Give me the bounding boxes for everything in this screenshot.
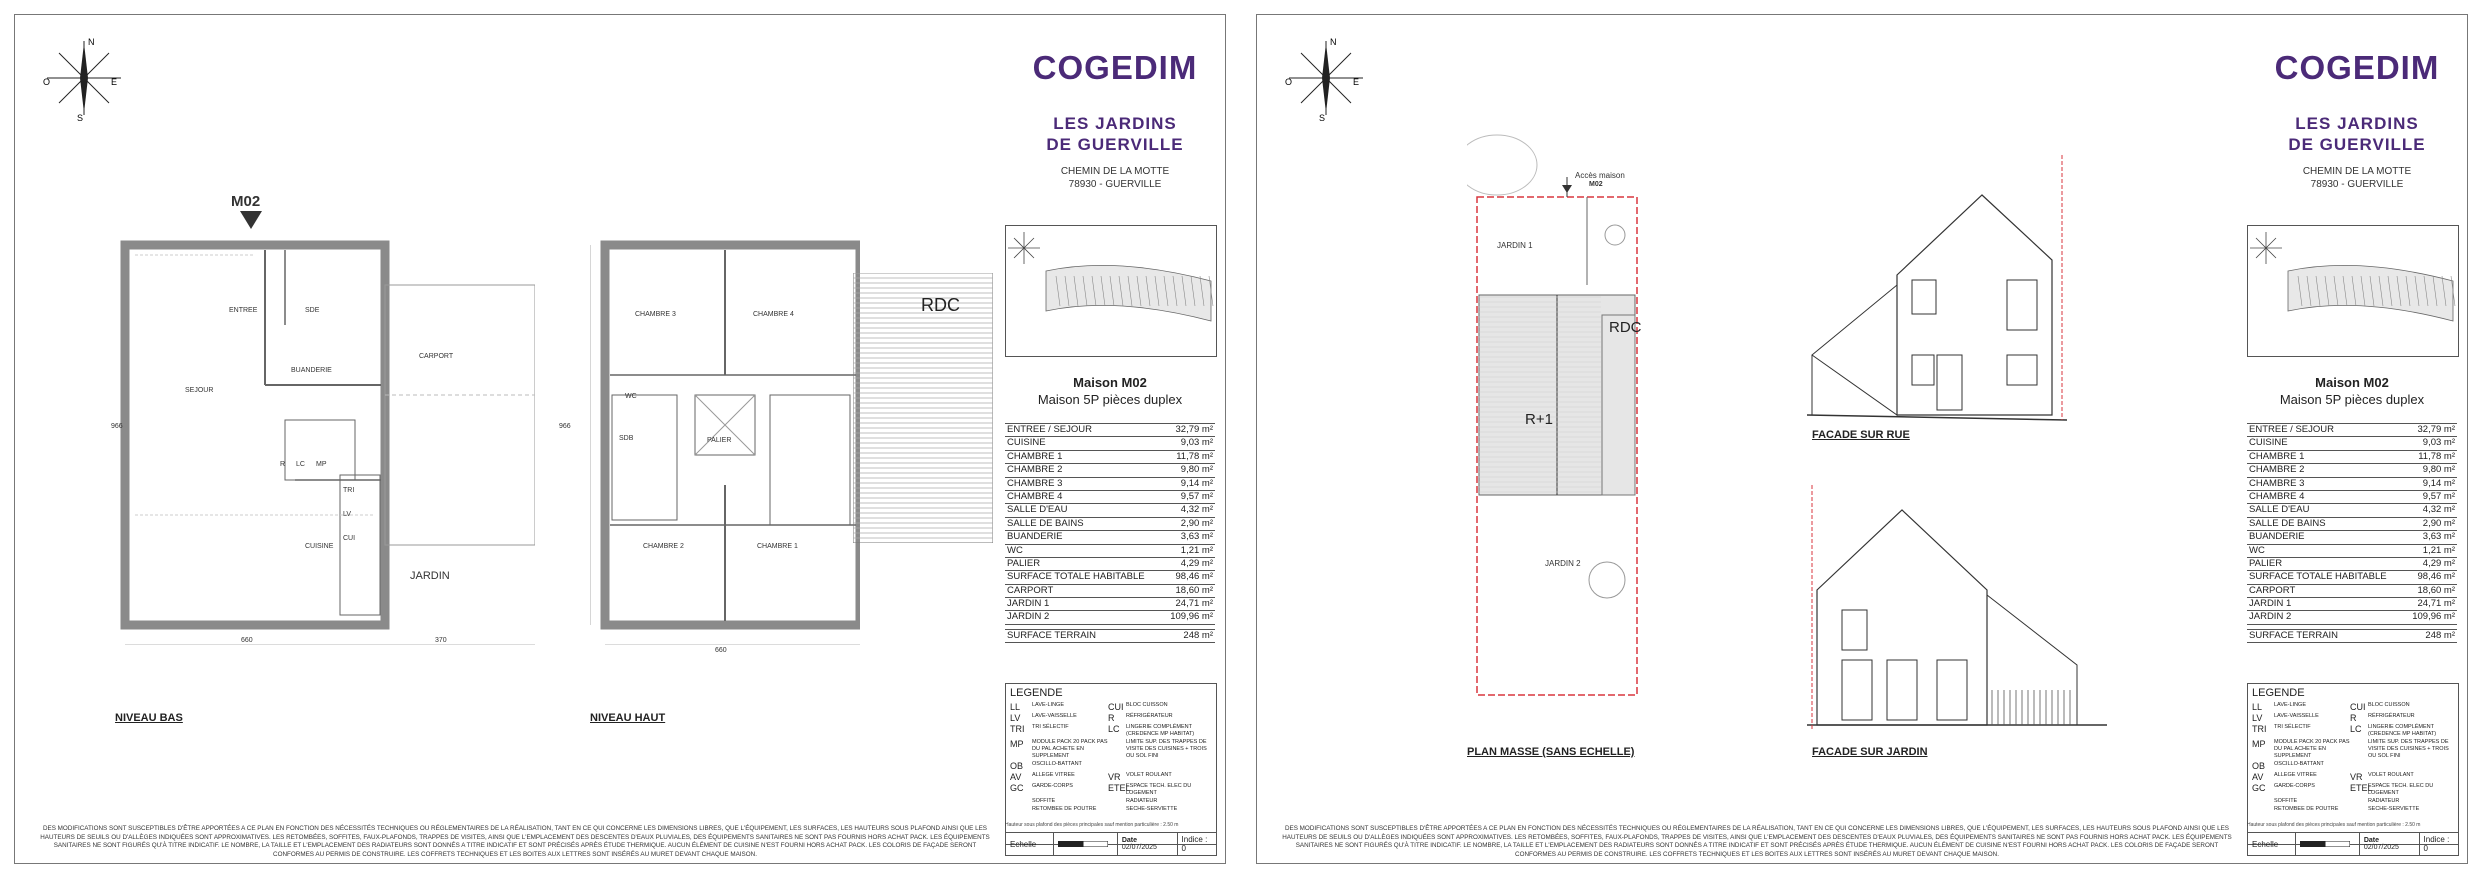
- area-label: SALLE D'EAU: [2249, 504, 2310, 516]
- area-row: [1005, 423, 1215, 437]
- area-value: 9,57 m²: [2422, 490, 2455, 502]
- legend-code: [1010, 806, 1032, 813]
- legend-code: TRI: [1010, 724, 1025, 734]
- room-entree: ENTREE: [229, 307, 258, 314]
- legend-code2: ETEL: [1108, 783, 1131, 793]
- room-ch2: CHAMBRE 2: [643, 543, 684, 550]
- brand-logo: COGEDIM: [2274, 49, 2440, 86]
- room-sdb: SDB: [619, 435, 634, 442]
- legend-desc2: ESPACE TECH. ELEC DU LOGEMENT: [1126, 783, 1192, 796]
- legend-desc: ALLEGE VITREE: [2274, 772, 2317, 778]
- svg-text:O: O: [1285, 77, 1293, 87]
- area-value: 2,90 m²: [1180, 517, 1213, 529]
- area-value: 9,80 m²: [1180, 464, 1213, 476]
- sheet-masse-facades: [1256, 14, 2468, 864]
- area-label: ENTREE / SEJOUR: [1007, 424, 1092, 435]
- project-name: LES JARDINS DE GUERVILLE: [2288, 114, 2426, 154]
- legend-desc2: SECHE-SERVIETTE: [1126, 806, 1178, 812]
- area-value: 18,60 m²: [1175, 584, 1213, 596]
- legend-code2: [2350, 761, 2368, 771]
- room-mp: MP: [316, 461, 327, 468]
- legend-desc: TRI SÉLECTIF: [1032, 724, 1069, 730]
- area-label: JARDIN 1: [2249, 598, 2292, 610]
- legend-desc2: LINGERIE COMPLÉMENT (CREDENCE MP HABITAT): [2368, 724, 2437, 737]
- legend-desc: GARDE-CORPS: [1032, 783, 1073, 789]
- area-label: BUANDERIE: [1007, 531, 1063, 543]
- area-value: 11,78 m²: [2418, 450, 2455, 462]
- svg-text:N: N: [1330, 37, 1337, 47]
- ceiling-height-note: Hauteur sous plafond des pièces principales sauf mention particulière : 2.50 m: [1005, 822, 1179, 828]
- facade-garden: [1807, 485, 2107, 735]
- area-row: [1005, 598, 1215, 611]
- legend-code: GC: [1010, 783, 1024, 793]
- legend-code2: R: [2350, 713, 2357, 723]
- room-cui: CUI: [343, 535, 356, 542]
- area-row: [2247, 518, 2457, 531]
- caption-plan-masse: PLAN MASSE (SANS ECHELLE): [1467, 746, 1635, 758]
- brand-logo: COGEDIM: [1032, 49, 1198, 86]
- area-label: CARPORT: [1007, 584, 1054, 596]
- legend-desc: MODULE PACK 20 PACK PAS DU PAL ACHETE EN SUPPLEMENT: [1032, 739, 1108, 759]
- legend-code: [2252, 798, 2274, 805]
- area-row: [2247, 478, 2457, 491]
- legend-desc2: BLOC CUISSON: [1126, 702, 1168, 708]
- site-minimap: [1005, 225, 1217, 357]
- room-carport: CARPORT: [419, 353, 454, 360]
- area-label: SALLE DE BAINS: [1007, 517, 1084, 529]
- area-value: 9,14 m²: [1180, 477, 1213, 489]
- legend-desc2: [1126, 761, 1212, 771]
- room-r: R: [280, 461, 286, 468]
- area-value: 9,14 m²: [2422, 477, 2455, 489]
- area-value: 24,71 m²: [1175, 598, 1213, 610]
- legend-desc: SOFFITE: [2274, 798, 2298, 804]
- area-value: 9,03 m²: [2422, 437, 2455, 449]
- lot-label: M02: [231, 193, 261, 210]
- area-row: [2247, 598, 2457, 611]
- area-label: CHAMBRE 1: [1007, 450, 1063, 462]
- dim-width-ground: 660: [241, 637, 253, 644]
- legend-desc: LAVE-LINGE: [1032, 702, 1064, 708]
- legend-code2: [1108, 798, 1126, 805]
- legend-code2: LC: [2350, 724, 2362, 734]
- svg-text:O: O: [43, 77, 51, 87]
- svg-text:S: S: [1319, 113, 1326, 123]
- room-buanderie: BUANDERIE: [291, 367, 332, 374]
- area-value: 248 m²: [1183, 629, 1213, 641]
- legend-desc2: RADIATEUR: [1126, 798, 1158, 804]
- area-row: [2247, 531, 2457, 544]
- area-value: 9,80 m²: [2422, 464, 2455, 476]
- sheet-plans: [14, 14, 1226, 864]
- legend-desc2: LIMITE SUP. DES TRAPPES DE VISITE DES CUISINES + TROIS OU SOL FINI: [2368, 739, 2449, 759]
- area-value: 4,29 m²: [2422, 557, 2455, 569]
- room-tri: TRI: [343, 487, 355, 494]
- legend-desc2: LIMITE SUP. DES TRAPPES DE VISITE DES CUISINES + TROIS OU SOL FINI: [1126, 739, 1207, 759]
- area-row: [1005, 531, 1215, 544]
- legend-code2: VR: [2350, 772, 2363, 782]
- area-row: [2247, 464, 2457, 477]
- area-row: [1005, 437, 1215, 450]
- floor-plan-ground: [105, 225, 535, 645]
- area-row: [1005, 571, 1215, 584]
- legend-code: [2252, 806, 2274, 813]
- area-label: WC: [2249, 544, 2265, 556]
- legend-code: TRI: [2252, 724, 2267, 734]
- svg-text:S: S: [77, 113, 84, 123]
- project-address: CHEMIN DE LA MOTTE 78930 - GUERVILLE: [1060, 166, 1170, 190]
- area-row: [2247, 571, 2457, 584]
- legend-desc: RETOMBEE DE POUTRE: [1032, 806, 1097, 812]
- room-palier: PALIER: [707, 437, 732, 444]
- legend-code: LV: [2252, 713, 2263, 723]
- room-cuisine: CUISINE: [305, 543, 334, 550]
- legend-desc: MODULE PACK 20 PACK PAS DU PAL ACHETE EN SUPPLEMENT: [2274, 739, 2350, 759]
- room-lc: LC: [296, 461, 305, 468]
- area-value: 9,57 m²: [1180, 490, 1213, 502]
- caption-facade-rue: FACADE SUR RUE: [1812, 429, 1910, 441]
- area-label: CHAMBRE 3: [1007, 477, 1063, 489]
- area-row: [2247, 437, 2457, 450]
- ceiling-height-note: Hauteur sous plafond des pièces principales sauf mention particulière : 2.50 m: [2247, 822, 2421, 828]
- area-label: ENTREE / SEJOUR: [2249, 424, 2334, 435]
- legend-box: LEGENDE LL LAVE-LINGE CUI BLOC CUISSON LV LAVE-VAISSELLE R RÉFRIGÉRATEUR TRI TRI SÉLECTIF LC LINGERIE COMPLÉMENT (CREDENCE MP HABITAT) MP MODULE PACK 20 PACK PAS DU PAL ACHETE EN SUPPLEMENT LIMITE SUP. DES TRAPPES DE VISITE DES CUISINES + TROIS OU SOL FINI OB OSCILLO-BATTANT AV ALLEGE VITREE VR VOLET ROULANT GC GARDE-CORPS ETEL ESPACE TECH. ELEC DU LOGEMENT SOFFITE RADIATEUR RETOMBEE DE POUTRE SECHE-SERVIETTE: [1005, 683, 1217, 845]
- area-value: 24,71 m²: [2417, 598, 2455, 610]
- area-row: [1005, 464, 1215, 477]
- area-value: 4,32 m²: [1180, 504, 1213, 516]
- area-label: CHAMBRE 2: [2249, 464, 2305, 476]
- legend-desc2: RÉFRIGÉRATEUR: [1126, 713, 1173, 719]
- north-arrow-icon: [1281, 33, 1371, 123]
- legend-desc2: [2368, 761, 2454, 771]
- legend-code: OB: [1010, 761, 1024, 771]
- area-row: [2247, 504, 2457, 517]
- disclaimer-text: DES MODIFICATIONS SONT SUSCEPTIBLES D'ÊTRE APPORTÉES A CE PLAN EN FONCTION DES NÉCESSITÉS TECHNIQUES OU RÉGLEMENTAIRES DE LA RÉALISATION, TANT EN CE QUI CONCERNE LES DIMENSIONS LIBRES, QUE L'ÉQUIPEMENT, LES SURFACES, LES HAUTEURS SOUS PLAFOND AINSI QUE LES HAUTEURS DE SEUILS OU D'ALLÈGES INDIQUÉES SONT APPROXIMATIVES. LES RETOMBÉES, SOFFITES, FAUX-PLAFONDS, TRAPPES DE VISITES, AINSI QUE L'EMPLACEMENT DES DESCENTES D'EAUX PLUVIALES, DES ÉQUIPEMENTS SANITAIRES NE SONT PAS FOURNIS HORS ACHAT PACK. LES ÉQUIPEMENTS SANITAIRES NE SONT FIGURÉS QU'À TITRE INDICATIF. LE NOMBRE, LA TAILLE ET L'EMPLACEMENT DES RADIATEURS SONT DONNÉS A TITRE INDICATIF ET SONT PRÉCISÉS APRÈS ÉTUDE THERMIQUE. AUCUN ÉLÉMENT DE CUISINE N'EST FOURNI HORS ACHAT PACK. LES COLORIS DE FAÇADE SERONT CONFORMES AU PERMIS DE CONSTRUIRE. LES COFFRETS TECHNIQUES ET LES BOITES AUX LETTRES SONT INSÉRÉS AU MURET DEVANT CHAQUE MAISON.: [40, 825, 990, 858]
- area-value: 3,63 m²: [2422, 531, 2455, 543]
- project-name: LES JARDINS DE GUERVILLE: [1046, 114, 1184, 154]
- scale-bar-icon: [1058, 841, 1108, 847]
- area-row: [1005, 451, 1215, 464]
- legend-code: LL: [2252, 702, 2263, 712]
- area-label: JARDIN 2: [2249, 611, 2292, 623]
- area-row: [2247, 451, 2457, 464]
- area-row: [2247, 423, 2457, 437]
- legend-code2: CUI: [2350, 702, 2366, 712]
- rdc-masse-label: RDC: [1609, 319, 1642, 336]
- area-label: PALIER: [2249, 557, 2283, 569]
- area-row: [2247, 558, 2457, 571]
- area-value: 2,90 m²: [2422, 517, 2455, 529]
- lot-marker-icon: [240, 211, 262, 229]
- legend-desc: OSCILLO-BATTANT: [1032, 761, 1082, 767]
- legend-code2: LC: [1108, 724, 1120, 734]
- legend-code2: [2350, 739, 2368, 760]
- project-address: CHEMIN DE LA MOTTE 78930 - GUERVILLE: [2302, 166, 2412, 190]
- jardin2-label: JARDIN 2: [1545, 559, 1581, 568]
- area-row: [1005, 478, 1215, 491]
- svg-text:E: E: [1353, 77, 1360, 87]
- dim-width-carport: 370: [435, 637, 447, 644]
- area-row: [1005, 585, 1215, 598]
- room-sejour: SEJOUR: [185, 387, 214, 394]
- room-sde: SDE: [305, 307, 320, 314]
- legend-desc2: RADIATEUR: [2368, 798, 2400, 804]
- legend-code: [1010, 798, 1032, 805]
- area-value: 3,63 m²: [1180, 531, 1213, 543]
- legend-desc: LAVE-LINGE: [2274, 702, 2306, 708]
- area-label: SURFACE TOTALE HABITABLE: [1007, 571, 1145, 583]
- legend-code2: [1108, 739, 1126, 760]
- area-value: 109,96 m²: [1170, 611, 1213, 623]
- area-row: [1005, 558, 1215, 571]
- legend-code: LV: [1010, 713, 1021, 723]
- legend-code: OB: [2252, 761, 2266, 771]
- dim-height-upper: 966: [559, 423, 571, 430]
- area-label: SURFACE TERRAIN: [1007, 629, 1097, 641]
- area-label: PALIER: [1007, 557, 1041, 569]
- area-value: 1,21 m²: [2422, 544, 2455, 556]
- legend-desc: SOFFITE: [1032, 798, 1056, 804]
- legend-desc2: LINGERIE COMPLÉMENT (CREDENCE MP HABITAT): [1126, 724, 1195, 737]
- room-wc: WC: [625, 393, 637, 400]
- area-value: 4,29 m²: [1180, 557, 1213, 569]
- legend-code2: [2350, 806, 2368, 813]
- legend-desc: LAVE-VAISSELLE: [1032, 713, 1077, 719]
- area-row: [1005, 611, 1215, 624]
- legend-box: LEGENDE LL LAVE-LINGE CUI BLOC CUISSON LV LAVE-VAISSELLE R RÉFRIGÉRATEUR TRI TRI SÉLECTIF LC LINGERIE COMPLÉMENT (CREDENCE MP HABITAT) MP MODULE PACK 20 PACK PAS DU PAL ACHETE EN SUPPLEMENT LIMITE SUP. DES TRAPPES DE VISITE DES CUISINES + TROIS OU SOL FINI OB OSCILLO-BATTANT AV ALLEGE VITREE VR VOLET ROULANT GC GARDE-CORPS ETEL ESPACE TECH. ELEC DU LOGEMENT SOFFITE RADIATEUR RETOMBEE DE POUTRE SECHE-SERVIETTE: [2247, 683, 2459, 845]
- area-row: [1005, 491, 1215, 504]
- area-row: [1005, 504, 1215, 517]
- r1-label: R+1: [1525, 411, 1553, 428]
- legend-desc: ALLEGE VITREE: [1032, 772, 1075, 778]
- legend-code2: CUI: [1108, 702, 1124, 712]
- legend-desc2: RÉFRIGÉRATEUR: [2368, 713, 2415, 719]
- area-label: SURFACE TOTALE HABITABLE: [2249, 571, 2387, 583]
- room-ch3: CHAMBRE 3: [635, 311, 676, 318]
- area-row: [1005, 629, 1215, 643]
- area-label: CHAMBRE 3: [2249, 477, 2305, 489]
- area-value: 248 m²: [2425, 629, 2455, 641]
- legend-desc: TRI SÉLECTIF: [2274, 724, 2311, 730]
- legend-code2: VR: [1108, 772, 1121, 782]
- title-block-footer: Echelle Date 02/07/2025 Indice : 0: [2247, 832, 2459, 856]
- area-row: [1005, 518, 1215, 531]
- room-ch4: CHAMBRE 4: [753, 311, 794, 318]
- disclaimer-text: DES MODIFICATIONS SONT SUSCEPTIBLES D'ÊTRE APPORTÉES A CE PLAN EN FONCTION DES NÉCESSITÉS TECHNIQUES OU RÉGLEMENTAIRES DE LA RÉALISATION, TANT EN CE QUI CONCERNE LES DIMENSIONS LIBRES, QUE L'ÉQUIPEMENT, LES SURFACES, LES HAUTEURS SOUS PLAFOND AINSI QUE LES HAUTEURS DE SEUILS OU D'ALLÈGES INDIQUÉES SONT APPROXIMATIVES. LES RETOMBÉES, SOFFITES, FAUX-PLAFONDS, TRAPPES DE VISITES, AINSI QUE L'EMPLACEMENT DES DESCENTES D'EAUX PLUVIALES, DES ÉQUIPEMENTS SANITAIRES NE SONT PAS FOURNIS HORS ACHAT PACK. LES ÉQUIPEMENTS SANITAIRES NE SONT FIGURÉS QU'À TITRE INDICATIF. LE NOMBRE, LA TAILLE ET L'EMPLACEMENT DES RADIATEURS SONT DONNÉS A TITRE INDICATIF ET SONT PRÉCISÉS APRÈS ÉTUDE THERMIQUE. AUCUN ÉLÉMENT DE CUISINE N'EST FOURNI HORS ACHAT PACK. LES COLORIS DE FAÇADE SERONT CONFORMES AU PERMIS DE CONSTRUIRE. LES COFFRETS TECHNIQUES ET LES BOITES AUX LETTRES SONT INSÉRÉS AU MURET DEVANT CHAQUE MAISON.: [1282, 825, 2232, 858]
- legend-code: GC: [2252, 783, 2266, 793]
- area-row: [2247, 545, 2457, 558]
- legend-desc2: BLOC CUISSON: [2368, 702, 2410, 708]
- legend-code: AV: [2252, 772, 2264, 782]
- area-label: SALLE DE BAINS: [2249, 517, 2326, 529]
- legend-desc2: ESPACE TECH. ELEC DU LOGEMENT: [2368, 783, 2434, 796]
- room-jardin: JARDIN: [410, 570, 450, 582]
- caption-facade-jardin: FACADE SUR JARDIN: [1812, 746, 1928, 758]
- legend-desc: LAVE-VAISSELLE: [2274, 713, 2319, 719]
- area-label: WC: [1007, 544, 1023, 556]
- area-row: [1005, 545, 1215, 558]
- area-value: 32,79 m²: [2417, 424, 2455, 435]
- dim-width-upper: 660: [715, 647, 727, 654]
- north-arrow-icon: [39, 33, 129, 123]
- house-title: Maison M02 Maison 5P pièces duplex: [2279, 375, 2425, 407]
- legend-code2: [1108, 806, 1126, 813]
- svg-text:N: N: [88, 37, 95, 47]
- area-label: CHAMBRE 1: [2249, 450, 2305, 462]
- access-label: Accès maison: [1575, 171, 1625, 180]
- legend-code2: [2350, 798, 2368, 805]
- area-value: 1,21 m²: [1180, 544, 1213, 556]
- area-label: CHAMBRE 4: [2249, 490, 2305, 502]
- jardin1-label: JARDIN 1: [1497, 241, 1533, 250]
- caption-niveau-bas: NIVEAU BAS: [115, 712, 183, 724]
- area-label: JARDIN 1: [1007, 598, 1050, 610]
- legend-code: AV: [1010, 772, 1022, 782]
- site-plan: [1467, 125, 1647, 705]
- legend-desc: GARDE-CORPS: [2274, 783, 2315, 789]
- room-ch1: CHAMBRE 1: [757, 543, 798, 550]
- area-label: CHAMBRE 4: [1007, 490, 1063, 502]
- site-minimap: [2247, 225, 2459, 357]
- area-table: [1005, 423, 1215, 643]
- area-label: CARPORT: [2249, 584, 2296, 596]
- legend-desc2: VOLET ROULANT: [2368, 772, 2414, 778]
- area-value: 32,79 m²: [1175, 424, 1213, 435]
- legend-code2: R: [1108, 713, 1115, 723]
- area-value: 11,78 m²: [1176, 450, 1213, 462]
- area-value: 98,46 m²: [2417, 571, 2455, 583]
- svg-text:E: E: [111, 77, 118, 87]
- area-label: SALLE D'EAU: [1007, 504, 1068, 516]
- caption-niveau-haut: NIVEAU HAUT: [590, 712, 666, 724]
- area-label: CUISINE: [1007, 437, 1046, 449]
- area-label: JARDIN 2: [1007, 611, 1050, 623]
- area-row: [2247, 629, 2457, 643]
- scale-bar-icon: [2300, 841, 2350, 847]
- access-lot: M02: [1589, 181, 1603, 188]
- area-value: 98,46 m²: [1175, 571, 1213, 583]
- area-value: 109,96 m²: [2412, 611, 2455, 623]
- legend-desc2: SECHE-SERVIETTE: [2368, 806, 2420, 812]
- title-block-footer: Echelle Date 02/07/2025 Indice : 0: [1005, 832, 1217, 856]
- area-value: 4,32 m²: [2422, 504, 2455, 516]
- legend-desc2: VOLET ROULANT: [1126, 772, 1172, 778]
- area-row: [2247, 611, 2457, 624]
- legend-code2: ETEL: [2350, 783, 2373, 793]
- area-value: 9,03 m²: [1180, 437, 1213, 449]
- facade-street: [1807, 155, 2067, 425]
- area-value: 18,60 m²: [2417, 584, 2455, 596]
- rdc-label: RDC: [921, 295, 960, 315]
- area-label: CUISINE: [2249, 437, 2288, 449]
- room-lv: LV: [343, 511, 352, 518]
- legend-code: MP: [1010, 739, 1024, 749]
- house-title: Maison M02 Maison 5P pièces duplex: [1037, 375, 1183, 407]
- legend-code: MP: [2252, 739, 2266, 749]
- area-row: [2247, 585, 2457, 598]
- legend-code: LL: [1010, 702, 1021, 712]
- area-label: BUANDERIE: [2249, 531, 2305, 543]
- area-row: [2247, 491, 2457, 504]
- area-label: SURFACE TERRAIN: [2249, 629, 2339, 641]
- dim-height-ground: 966: [111, 423, 123, 430]
- legend-code2: [1108, 761, 1126, 771]
- area-label: CHAMBRE 2: [1007, 464, 1063, 476]
- legend-desc: OSCILLO-BATTANT: [2274, 761, 2324, 767]
- legend-desc: RETOMBEE DE POUTRE: [2274, 806, 2339, 812]
- area-table: [2247, 423, 2457, 643]
